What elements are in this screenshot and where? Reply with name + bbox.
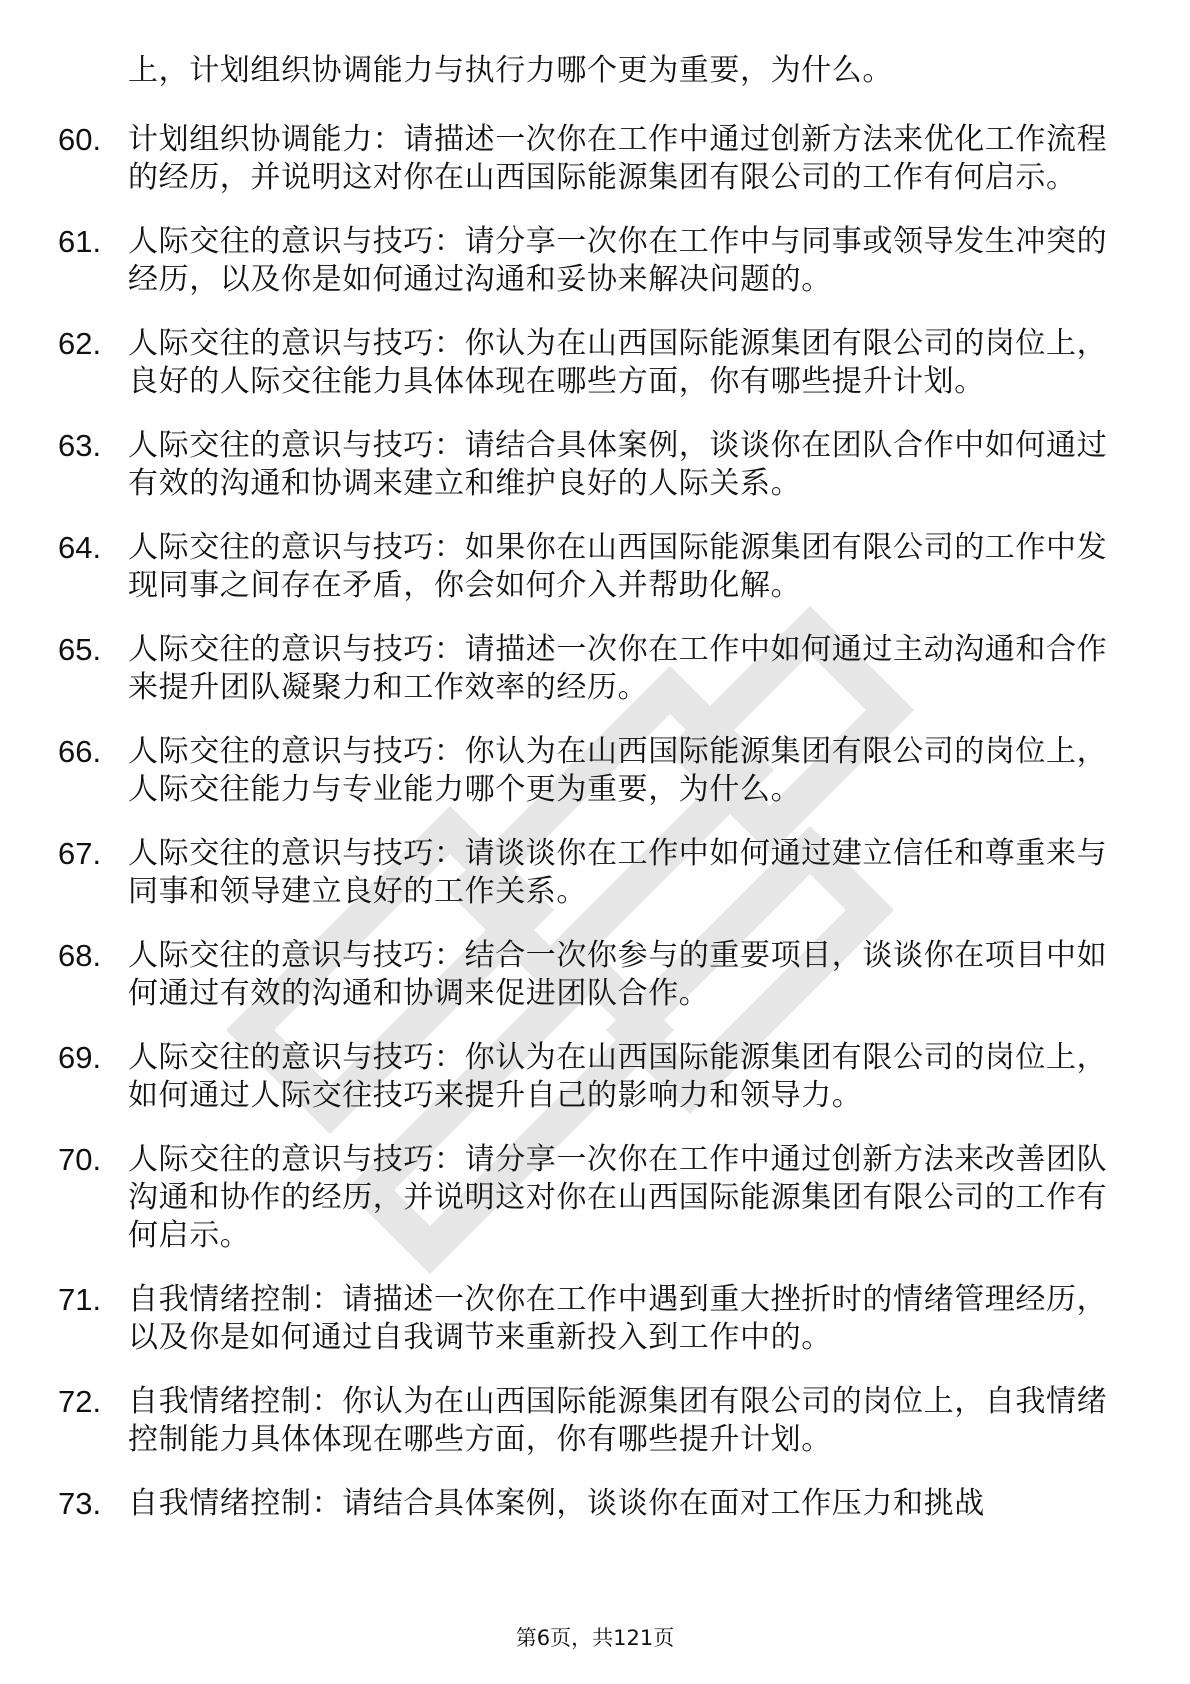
question-text: 上，计划组织协调能力与执行力哪个更为重要，为什么。 [128,53,893,88]
question-item [0,1485,1190,1523]
question-number: 66. [58,734,102,769]
question-text: 人际交往的意识与技巧：请描述一次你在工作中如何通过主动沟通和合作来提升团队凝聚力和工作效率的经历。 [128,632,1108,705]
question-text: 人际交往的意识与技巧：请分享一次你在工作中与同事或领导发生冲突的经历，以及你是如何通过沟通和妥协来解决问题的。 [128,224,1108,297]
question-item [0,427,1190,503]
question-number: 62. [58,326,102,361]
question-text: 人际交往的意识与技巧：请结合具体案例，谈谈你在团队合作中如何通过有效的沟通和协调来建立和维护良好的人际关系。 [128,428,1108,501]
question-item [0,1383,1190,1459]
question-item [0,529,1190,605]
question-text: 计划组织协调能力：请描述一次你在工作中通过创新方法来优化工作流程的经历，并说明这对你在山西国际能源集团有限公司的工作有何启示。 [128,122,1108,195]
question-number: 69. [58,1040,102,1075]
question-text: 人际交往的意识与技巧：请分享一次你在工作中通过创新方法来改善团队沟通和协作的经历，并说明这对你在山西国际能源集团有限公司的工作有何启示。 [128,1142,1108,1253]
question-number: 64. [58,530,102,565]
question-item [0,835,1190,911]
question-item [0,1039,1190,1115]
question-item [0,631,1190,707]
question-item [0,733,1190,809]
question-number: 63. [58,428,102,463]
question-number: 60. [58,122,102,157]
question-item [0,1281,1190,1357]
question-number: 71. [58,1282,102,1317]
question-text: 自我情绪控制：请结合具体案例，谈谈你在面对工作压力和挑战 [128,1486,985,1521]
question-text: 人际交往的意识与技巧：你认为在山西国际能源集团有限公司的岗位上，人际交往能力与专业能力哪个更为重要，为什么。 [128,734,1108,807]
question-number: 68. [58,938,102,973]
question-number: 65. [58,632,102,667]
question-text: 人际交往的意识与技巧：如果你在山西国际能源集团有限公司的工作中发现同事之间存在矛盾，你会如何介入并帮助化解。 [128,530,1108,603]
question-number: 72. [58,1384,102,1419]
question-item [0,1141,1190,1255]
question-text: 人际交往的意识与技巧：你认为在山西国际能源集团有限公司的岗位上，如何通过人际交往技巧来提升自己的影响力和领导力。 [128,1040,1108,1113]
question-text: 人际交往的意识与技巧：请谈谈你在工作中如何通过建立信任和尊重来与同事和领导建立良好的工作关系。 [128,836,1108,909]
question-item [0,937,1190,1013]
question-number: 70. [58,1142,102,1177]
question-item [0,325,1190,401]
question-number: 67. [58,836,102,871]
question-item [0,121,1190,197]
question-item [0,223,1190,299]
question-text: 自我情绪控制：你认为在山西国际能源集团有限公司的岗位上，自我情绪控制能力具体体现在哪些方面，你有哪些提升计划。 [128,1384,1108,1457]
question-text: 人际交往的意识与技巧：你认为在山西国际能源集团有限公司的岗位上，良好的人际交往能力具体体现在哪些方面，你有哪些提升计划。 [128,326,1108,399]
question-number: 73. [58,1486,102,1521]
question-item [0,52,1190,90]
question-number: 61. [58,224,102,259]
question-text: 自我情绪控制：请描述一次你在工作中遇到重大挫折时的情绪管理经历，以及你是如何通过自我调节来重新投入到工作中的。 [128,1282,1108,1355]
question-list [0,52,1190,1549]
question-text: 人际交往的意识与技巧：结合一次你参与的重要项目，谈谈你在项目中如何通过有效的沟通和协调来促进团队合作。 [128,938,1108,1011]
page-footer: 第6页，共121页 [515,1626,675,1650]
